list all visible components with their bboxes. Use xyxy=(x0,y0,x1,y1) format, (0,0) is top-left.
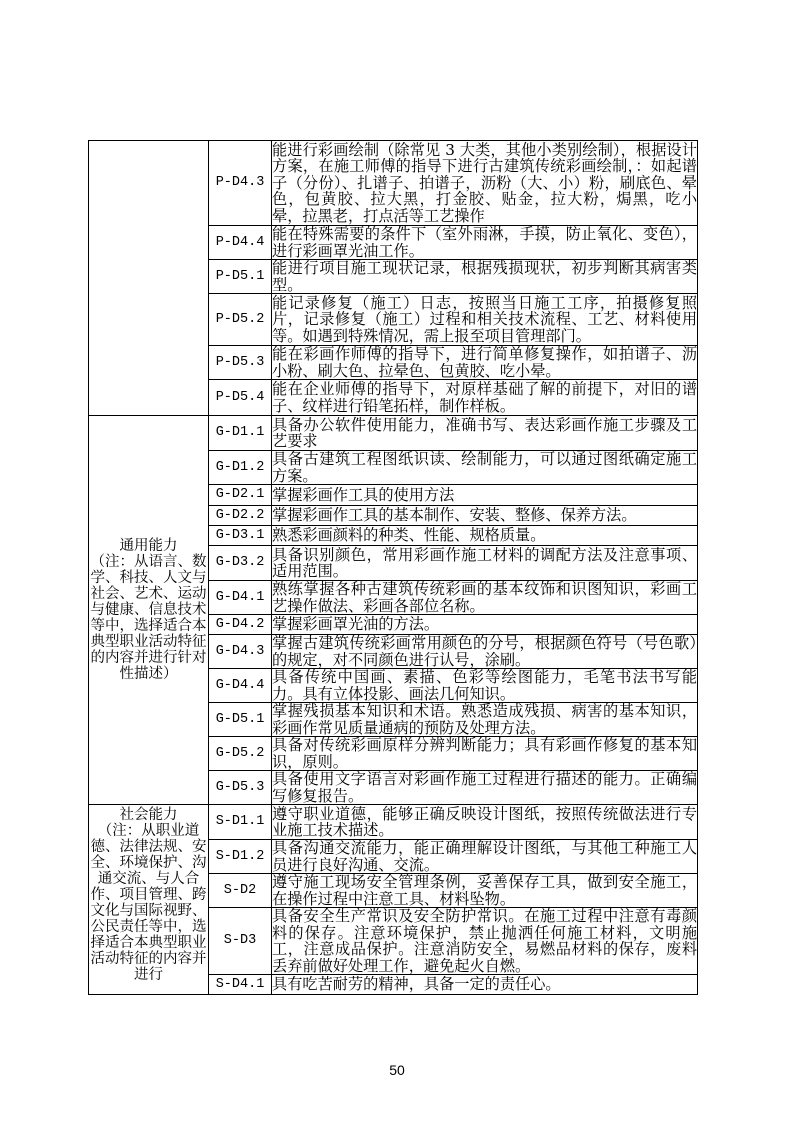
row-code: S-D3 xyxy=(209,908,272,975)
row-description: 具备识别颜色，常用彩画作施工材料的调配方法及注意事项、适用范围。 xyxy=(272,545,697,580)
row-code: G-D4.1 xyxy=(209,581,272,615)
page-number: 50 xyxy=(389,1062,405,1078)
row-code: P-D5.3 xyxy=(209,346,272,380)
category-cell-continued xyxy=(89,141,209,416)
row-description: 遵守职业道德，能够正确反映设计图纸，按照传统做法进行专业施工技术描述。 xyxy=(272,804,697,839)
row-code: G-D4.4 xyxy=(209,669,272,703)
category-note: （注：从职业道德、法律法规、安全、环境保护、沟通交流、与人合作、项目管理、跨文化与国际视野、公民责任等中，选择适合本典型职业活动特征的内容并进行 xyxy=(90,823,207,983)
row-code: S-D1.1 xyxy=(209,805,272,840)
row-description: 具备沟通交流能力，能正确理解设计图纸，与其他工种施工人员进行良好沟通、交流。 xyxy=(272,839,697,874)
row-code: G-D5.2 xyxy=(209,737,272,771)
row-description: 掌握彩画作工具的基本制作、安装、整修、保养方法。 xyxy=(272,506,698,526)
row-description: 掌握彩画作工具的使用方法 xyxy=(272,485,698,506)
table-row xyxy=(89,805,698,840)
row-description: 具备对传统彩画原样分辨判断能力；具有彩画作修复的基本知识，原则。 xyxy=(272,736,697,771)
row-code: G-D1.2 xyxy=(209,451,272,485)
category-title: 社会能力 xyxy=(119,807,178,823)
row-description: 具备古建筑工程图纸识读、绘制能力，可以通过图纸确定施工方案。 xyxy=(272,450,697,485)
row-code: G-D4.2 xyxy=(209,615,272,635)
row-code: G-D2.2 xyxy=(209,506,272,526)
row-description: 具备传统中国画、素描、色彩等绘图能力，毛笔书法书写能力。具有立体投影、画法几何知识。 xyxy=(272,668,697,703)
row-code: S-D1.2 xyxy=(209,840,272,874)
category-cell-social xyxy=(89,805,209,995)
category-cell-general xyxy=(89,416,209,805)
row-code: S-D2 xyxy=(209,874,272,908)
row-description: 遵守施工现场安全管理条例，妥善保存工具，做到安全施工，在操作过程中注意工具、材料坠物。 xyxy=(272,873,697,908)
row-description: 能在彩画作师傅的指导下，进行简单修复操作，如拍谱子、沥小粉、刷大色、拉晕色、包黄胶、吃小晕。 xyxy=(272,345,697,380)
row-code: P-D5.2 xyxy=(209,294,272,346)
row-code: P-D5.1 xyxy=(209,260,272,294)
competency-table xyxy=(88,140,698,995)
row-description: 具备安全生产常识及安全防护常识。在施工过程中注意有毒颜料的保存。注意环境保护，禁止抛洒任何施工材料，文明施工，注意成品保护。注意消防安全，易燃品材料的保存，废料丢弃前做好处理工作，避免起火自燃。 xyxy=(272,907,697,975)
row-description: 能记录修复（施工）日志，按照当日施工工序，拍摄修复照片，记录修复（施工）过程和相关技术流程、工艺、材料使用等。如遇到特殊情况，需上报至项目管理部门。 xyxy=(272,293,697,345)
row-code: G-D5.3 xyxy=(209,771,272,805)
row-description: 熟练掌握各种古建筑传统彩画的基本纹饰和识图知识，彩画工艺操作做法、彩画各部位名称。 xyxy=(272,580,697,615)
row-description: 具备使用文字语言对彩画作施工过程进行描述的能力。正确编写修复报告。 xyxy=(272,770,697,805)
category-title: 通用能力 xyxy=(119,538,178,554)
row-description: 能进行彩画绘制（除常见 3 大类，其他小类别绘制），根据设计方案，在施工师傅的指导下进行古建筑传统彩画绘制，：如起谱子（分份）、扎谱子、拍谱子，沥粉（大、小）粉，刷底色、晕色，包黄胶、拉大黑，打金胶、贴金，拉大粉，焗黑，吃小晕，拉黑老，打点活等工艺操作 xyxy=(272,140,697,225)
row-code: P-D4.4 xyxy=(209,226,272,260)
category-note: （注：从语言、数学、科技、人文与社会、艺术、运动与健康、信息技术等中，选择适合本典型职业活动特征的内容并进行针对性描述） xyxy=(90,554,207,682)
row-description: 熟悉彩画颜料的种类、性能、规格质量。 xyxy=(272,526,698,546)
table-row xyxy=(89,416,698,451)
row-code: G-D3.1 xyxy=(209,526,272,546)
table-row xyxy=(89,141,698,226)
row-code: G-D4.3 xyxy=(209,635,272,669)
row-description: 掌握残损基本知识和术语。熟悉造成残损、病害的基本知识，彩画作常见质量通病的预防及处理方法。 xyxy=(272,702,697,737)
row-description: 掌握彩画罩光油的方法。 xyxy=(272,615,698,635)
row-description: 能在特殊需要的条件下（室外雨淋，手摸，防止氧化、变色），进行彩画罩光油工作。 xyxy=(272,225,697,260)
row-description: 具有吃苦耐劳的精神，具备一定的责任心。 xyxy=(272,975,698,995)
row-code: S-D4.1 xyxy=(209,975,272,995)
row-code: P-D4.3 xyxy=(209,141,272,226)
row-code: G-D2.1 xyxy=(209,485,272,506)
row-description: 能进行项目施工现状记录，根据残损现状，初步判断其病害类型。 xyxy=(272,259,697,294)
row-description: 能在企业师傅的指导下，对原样基础了解的前提下，对旧的谱子、纹样进行铅笔拓样，制作样板。 xyxy=(272,380,697,415)
row-code: G-D5.1 xyxy=(209,703,272,737)
row-description: 具备办公软件使用能力，准确书写、表达彩画作施工步骤及工艺要求 xyxy=(272,415,697,450)
row-code: G-D1.1 xyxy=(209,416,272,451)
row-description: 掌握古建筑传统彩画常用颜色的分号，根据颜色符号（号色歌）的规定，对不同颜色进行认号，涂刷。 xyxy=(272,634,697,669)
row-code: P-D5.4 xyxy=(209,380,272,416)
row-code: G-D3.2 xyxy=(209,546,272,581)
